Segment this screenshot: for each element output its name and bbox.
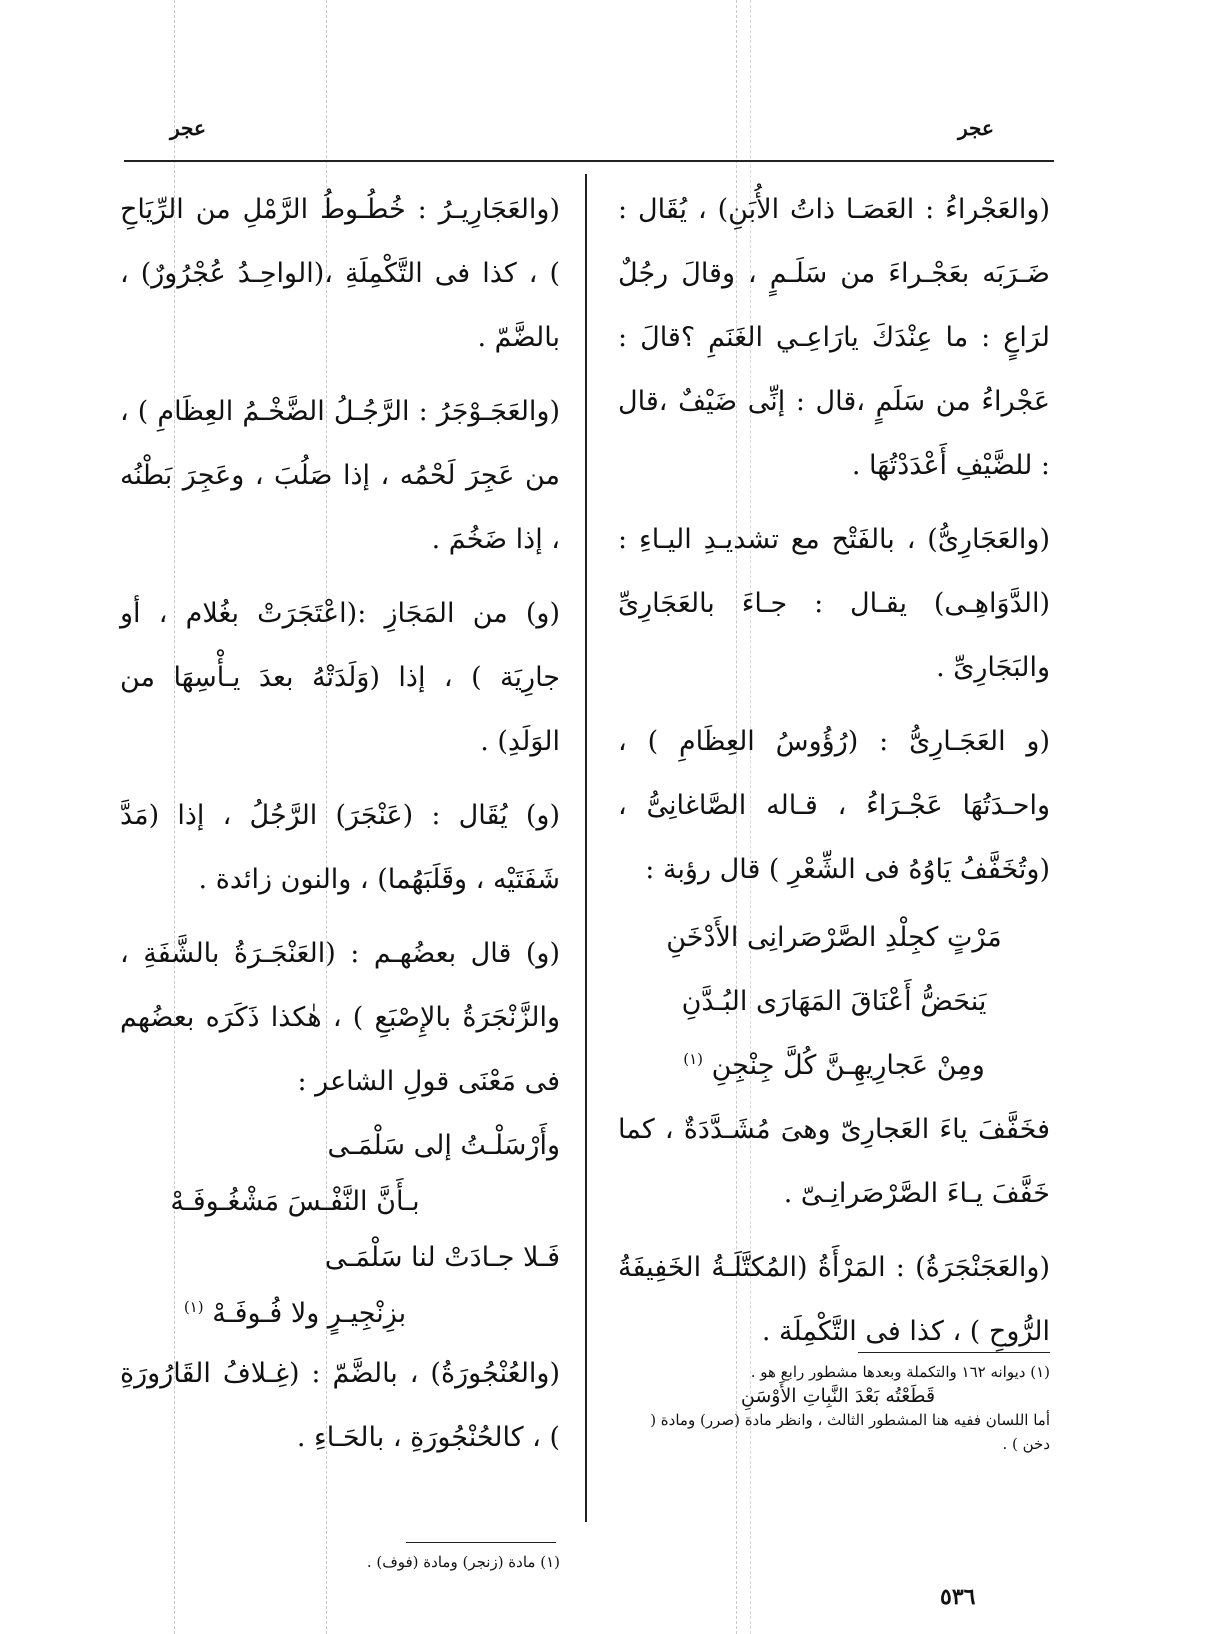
left-column [120,178,560,1480]
footnote-text: (١) ديوانه ١٦٢ والتكملة وبعدها مشطور رابع هو . [750,1363,1050,1381]
entry-paragraph: (و العَجَـارِىُّ : (رُؤُوسُ العِظَامِ ) ، واحـدَتُهَا عَجْـرَاءُ ، قـاله الصَّاغانِىُّ ، (وتُخَفَّفُ يَاوُهُ فى الشِّعْرِ ) قال رؤبة : [618,726,1050,885]
footnote-text: (١) مادة (زنجر) ومادة (فوف) . [366,1553,560,1571]
footnote-verse: قَطَعْتُه بَعْدَ النَّبِاتِ الأَوْسَنِ [740,1385,936,1407]
verse-line: وأَرْسَلْـتُ إلى سَلْمَـى [327,1130,560,1161]
entry-paragraph: (والعَجَارِىُّ) ، بالفَتْح مع تشديـدِ اليـاءِ : (الدَّوَاهِـى) يقـال : جـاءَ بالعَجَارِىِّ والبَجَارِىِّ . [618,524,1050,683]
footnote-rule [858,1352,1050,1353]
poem-verse [120,1118,560,1342]
running-header-right: عجر [958,116,994,140]
poem-verse [618,906,1050,1098]
running-header-left: عجر [170,116,206,140]
page-number: ٥٣٦ [940,1584,976,1610]
verse-line [120,1286,560,1342]
verse-text: بزِنْجِيـرٍ ولا فُـوفَـهْ [212,1298,407,1329]
right-column [618,178,1050,1374]
entry-paragraph: (و) قال بعضُهـم : (العَنْجَـرَةُ بالشَّفَةِ ، والزَّنْجَرَةُ بالإِصْبَعِ ) ، هٰكذا ذَكَرَه بعضُهم فى مَعْنَى قولِ الشاعر : [120,938,560,1097]
header-rule [124,160,1054,162]
verse-line: يَنحَضُّ أَعْنَاقَ المَهَارَى البُـدَّنِ [681,986,987,1017]
entry-paragraph: (والعَجْراءُ : العَصَـا ذاتُ الأُبَنِ) ، يُقَال : ضَـرَبَه بعَجْـراءَ من سَلَـمٍ ، وقالَ رجُلٌ لرَاعٍ : ما عِنْدَكَ يارَاعِـي الغَنَمِ ؟قالَ : عَجْراءُ من سَلَمٍ ،قال : إنِّى ضَيْفٌ ،قال : للضَّيْفِ أَعْدَدْتُهَا . [618,194,1050,481]
column-divider [585,174,587,1522]
footnote-marker: (١) [683,1050,704,1068]
entry-paragraph: (والعَجَنْجَرَةُ) : المَرْأَةُ (المُكتَّلَـةُ الخَفِيفَةُ الرُّوحِ ) ، كذا فى التَّكْمِلَة . [618,1252,1050,1347]
footnote-right [626,1360,1050,1456]
entry-paragraph: (و) من المَجَازِ :(اعْتَجَرَتْ بغُلام ، أو جارِيَة ) ، إذا (وَلَدَتْهُ بعدَ يـأْسِهَا من الوَلَدِ) . [120,598,560,757]
footnote-left [230,1550,560,1574]
verse-line: مَرْتٍ كجِلْدِ الصَّرْصَرانِى الأَدْخَنِ [666,922,1002,953]
footnote-marker: (١) [183,1298,204,1316]
footnote-rule [406,1542,556,1543]
entry-paragraph: (والعَجَارِيـرُ : خُطُـوطُ الرَّمْلِ من الرِّيَاحِ ) ، كذا فى التَّكْمِلَةِ ،(الواحِـدُ عُجْرُورٌ) ، بالضَّمّ . [120,194,560,353]
entry-paragraph: (والعُنْجُورَةُ) ، بالضَّمّ : (غِـلافُ القَارُورَةِ ) ، كالحُنْجُورَةِ ، بالحَـاءِ . [120,1358,560,1453]
entry-paragraph: فخَفَّفَ ياءَ العَجارِىّ وهىَ مُشَـدَّدَةٌ ، كما خَفَّفَ يـاءَ الصَّرْصَرانِـىّ . [618,1114,1050,1209]
verse-line: بـأَنَّ النَّفْـسَ مَشْغُـوفَـهْ [170,1186,420,1217]
entry-paragraph: (و) يُقَال : (عَنْجَرَ) الرَّجُلُ ، إذا (مَدَّ شَفَتَيْه ، وقَلَبَهُما) ، والنون زائدة . [120,800,560,895]
entry-paragraph: (والعَجَـوْجَرُ : الرَّجُـلُ الضَّخْـمُ العِظَامِ ) ، من عَجِرَ لَحْمُه ، إذا صَلُبَ ، وعَجِرَ بَطْنُه ، إذا ضَخُمَ . [120,396,560,555]
footnote-text: أما اللسان ففيه هنا المشطور الثالث ، وانظر مادة (صرر) ومادة ( دخن ) . [650,1411,1050,1453]
verse-line: فَـلا جـادَتْ لنا سَلْمَـى [324,1242,560,1273]
verse-line [618,1034,1050,1098]
verse-text: ومِنْ عَجارِيهِـنَّ كُلَّ جِنْجِنِ [711,1050,985,1081]
